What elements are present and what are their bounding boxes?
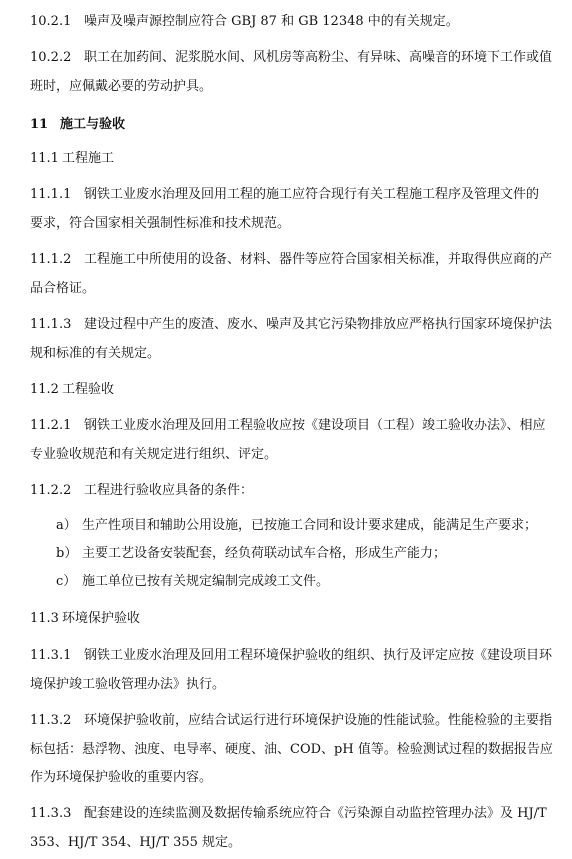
clause-text: 品合格证。	[30, 281, 96, 296]
subsection-number: 11.2	[30, 382, 59, 397]
list-item-text: 主要工艺设备安装配套，经负荷联动试车合格，形成生产能力；	[82, 546, 447, 561]
clause-11-1-2	[30, 251, 553, 269]
clause-number: 11.3.1	[30, 648, 72, 663]
list-marker: a）	[56, 518, 77, 533]
list-item	[56, 573, 568, 591]
clause-11-1-3-cont	[30, 345, 542, 363]
clause-11-3-2-cont	[30, 769, 542, 787]
clause-11-1-3	[30, 316, 553, 334]
section-number: 11	[30, 117, 49, 132]
clause-11-1-1	[30, 186, 542, 204]
subsection-number: 11.3	[30, 611, 59, 626]
section-title: 施工与验收	[60, 117, 126, 132]
list-marker: b）	[56, 546, 78, 561]
clause-text: 钢铁工业废水治理及回用工程环境保护验收的组织、执行及评定应按《建设项目环	[84, 648, 553, 663]
list-item	[56, 545, 568, 563]
clause-text: 专业验收规范和有关规定进行组织、评定。	[30, 447, 278, 462]
clause-text: 工程进行验收应具备的条件：	[84, 483, 254, 498]
clause-11-2-1-cont	[30, 446, 542, 464]
clause-number: 11.1.2	[30, 252, 72, 267]
clause-number: 11.3.2	[30, 713, 72, 728]
clause-text: 钢铁工业废水治理及回用工程的施工应符合现行有关工程施工程序及管理文件的	[84, 187, 540, 202]
list-item-text: 生产性项目和辅助公用设施，已按施工合同和设计要求建成，能满足生产要求；	[82, 518, 538, 533]
clause-text: 境保护竣工验收管理办法》执行。	[30, 677, 226, 692]
clause-11-3-3	[30, 805, 547, 823]
clause-text: 环境保护验收前，应结合试运行进行环境保护设施的性能试验。性能检验的主要指	[84, 713, 553, 728]
clause-text: 工程施工中所使用的设备、材料、器件等应符合国家相关标准，并取得供应商的产	[84, 252, 553, 267]
subsection-heading-11-1	[30, 150, 542, 168]
clause-text: 建设过程中产生的废渣、废水、噪声及其它污染物排放应严格执行国家环境保护法	[84, 317, 553, 332]
subsection-number: 11.1	[30, 151, 59, 166]
subsection-title: 工程施工	[61, 151, 114, 166]
list-item-text: 施工单位已按有关规定编制完成竣工文件。	[82, 574, 330, 589]
clause-number: 11.2.1	[30, 418, 72, 433]
subsection-heading-11-2	[30, 381, 542, 399]
clause-11-1-1-cont	[30, 215, 542, 233]
clause-11-2-1	[30, 417, 546, 435]
clause-10-2-1	[30, 13, 542, 31]
list-marker: c）	[56, 574, 77, 589]
subsection-heading-11-3	[30, 610, 542, 628]
subsection-title: 工程验收	[61, 382, 114, 397]
clause-number: 11.2.2	[30, 483, 72, 498]
clause-text: 规和标准的有关规定。	[30, 346, 161, 361]
clause-11-1-2-cont	[30, 280, 542, 298]
clause-11-3-1	[30, 647, 553, 665]
clause-number: 11.1.3	[30, 317, 72, 332]
subsection-title: 环境保护验收	[61, 611, 140, 626]
clause-text: 作为环境保护验收的重要内容。	[30, 770, 213, 785]
clause-text: 配套建设的连续监测及数据传输系统应符合《污染源自动监控管理办法》及 HJ/T	[84, 806, 547, 821]
clause-text: 职工在加药间、泥浆脱水间、风机房等高粉尘、有异味、高噪音的环境下工作或值	[84, 50, 553, 65]
clause-number: 11.1.1	[30, 187, 72, 202]
clause-text: 要求，符合国家相关强制性标准和技术规范。	[30, 216, 291, 231]
clause-text: 班时，应佩戴必要的劳动护具。	[30, 79, 213, 94]
clause-11-3-2	[30, 712, 553, 730]
clause-11-3-3-cont	[30, 834, 542, 852]
clause-10-2-2	[30, 49, 553, 67]
list-item	[56, 517, 568, 535]
section-heading-11	[30, 116, 542, 134]
clause-10-2-2-cont	[30, 78, 542, 96]
clause-11-3-2-cont	[30, 741, 553, 759]
clause-number: 10.2.1	[30, 14, 72, 29]
clause-text: 噪声及噪声源控制应符合 GBJ 87 和 GB 12348 中的有关规定。	[84, 14, 459, 29]
clause-text: 353、HJ/T 354、HJ/T 355 规定。	[30, 835, 242, 850]
clause-text: 标包括：悬浮物、浊度、电导率、硬度、油、COD、pH 值等。检验测试过程的数据报告应	[30, 742, 553, 757]
clause-11-3-1-cont	[30, 676, 542, 694]
clause-11-2-2	[30, 482, 542, 500]
clause-number: 10.2.2	[30, 50, 72, 65]
clause-number: 11.3.3	[30, 806, 72, 821]
clause-text: 钢铁工业废水治理及回用工程验收应按《建设项目（工程）竣工验收办法》、相应	[84, 418, 546, 433]
